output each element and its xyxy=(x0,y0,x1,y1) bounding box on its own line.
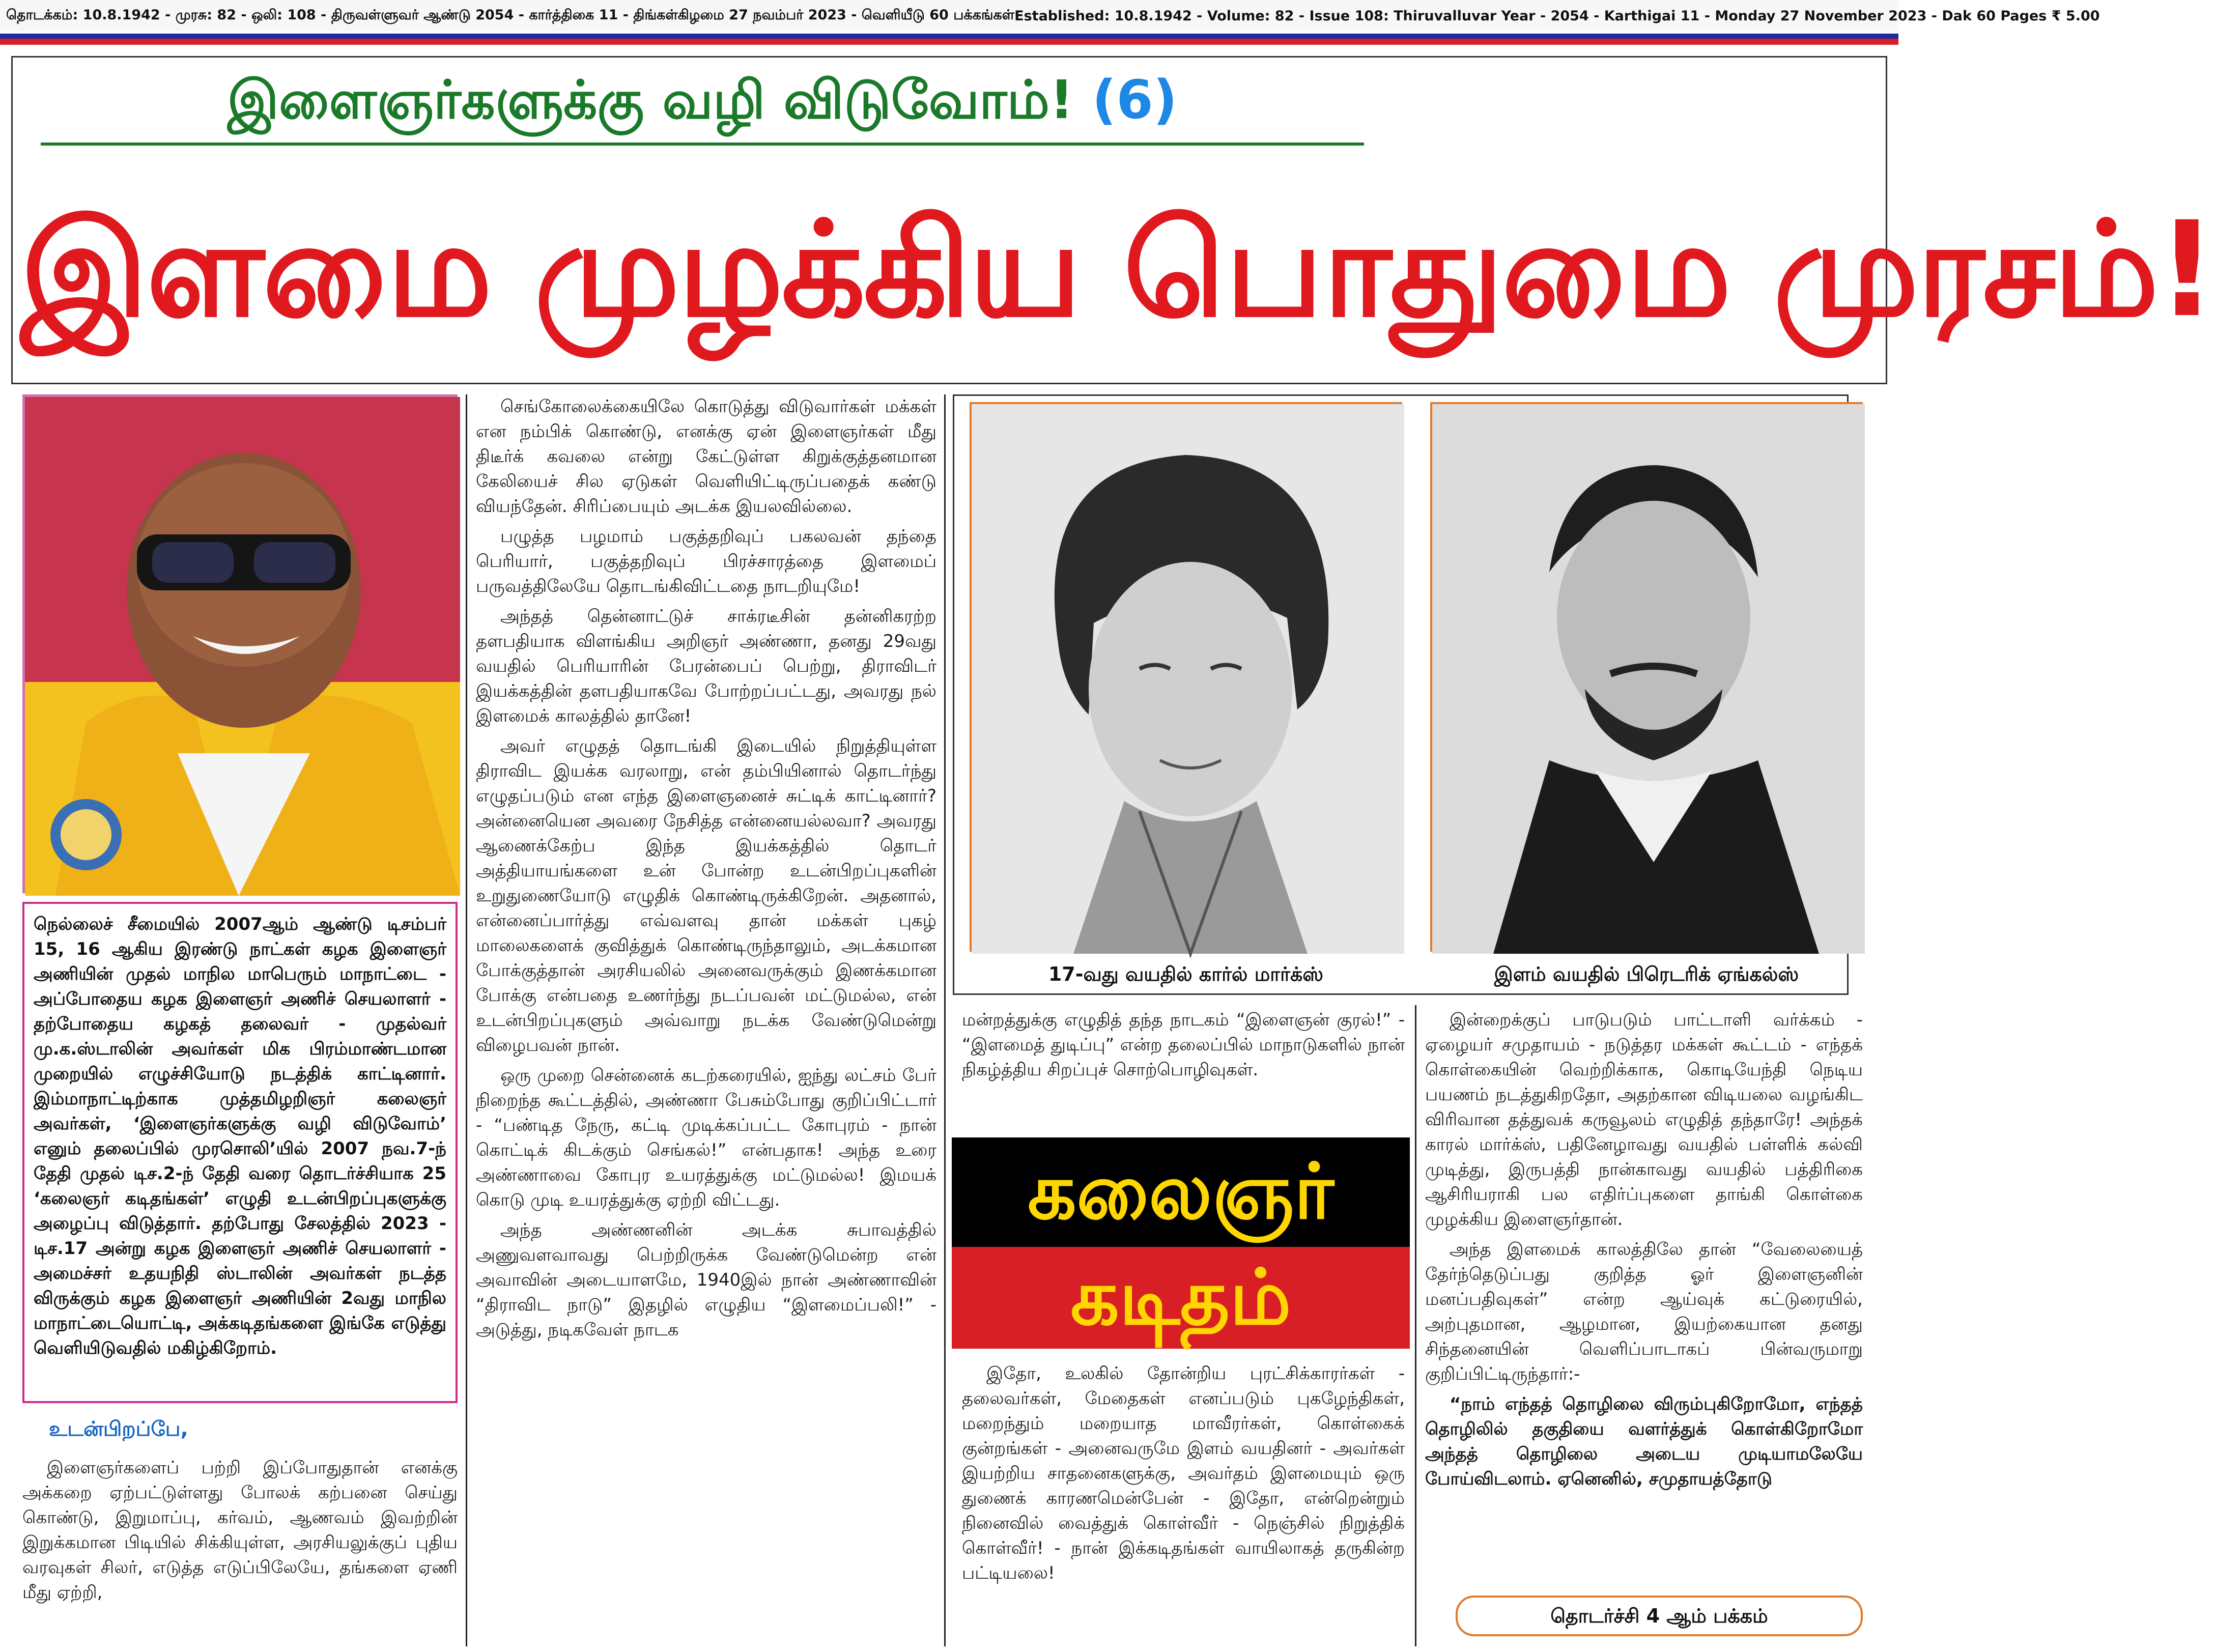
paragraph: அந்தத் தென்னாட்டுச் சாக்ரடீசின் தன்னிகரற்ற தளபதியாக விளங்கிய அறிஞர் அண்ணா, தனது 29வது வயதில் பெரியாரின் பேரன்பைப் பெற்று, திராவிடர் இயக்கத்தின் தளபதியாகவே போற்றப்பட்டது, அவரது நல் இளமைக் காலத்தில் தானே! xyxy=(476,606,936,726)
logo-line-2: கடிதம் xyxy=(952,1247,1410,1349)
engels-photo xyxy=(1430,402,1863,952)
masthead-rule-blue xyxy=(0,34,1898,39)
marx-caption: 17-வது வயதில் கார்ல் மார்க்ஸ் xyxy=(1048,963,1324,985)
engels-portrait xyxy=(1432,404,1865,954)
marx-photo xyxy=(970,402,1402,952)
marx-quote: “நாம் எந்தத் தொழிலை விரும்புகிறோமோ, எந்தத் தொழிலில் தகுதியை வளர்த்துக் கொள்கிறோமோ அந்தத் தொழிலை அடைய முடியாமலேயே போய்விடலாம். ஏனெனில், சமுதாயத்தோடு xyxy=(1425,1394,1863,1489)
column-divider xyxy=(1415,1005,1416,1646)
paragraph: பழுத்த பழமாம் பகுத்தறிவுப் பகலவன் தந்தை பெரியார், பகுத்தறிவுப் பிரச்சாரத்தை இளமைப் பருவத்திலேயே தொடங்கிவிட்டதை நாடறியுமே! xyxy=(476,526,936,596)
masthead-strip xyxy=(0,0,2100,32)
kicker-text: இளைஞர்களுக்கு வழி விடுவோம்! xyxy=(227,69,1092,131)
column-2-text xyxy=(476,394,936,1644)
portrait-illustration xyxy=(25,397,460,896)
column-3-bottom-text xyxy=(962,1361,1405,1646)
masthead-tamil: தொடக்கம்: 10.8.1942 - முரசு: 82 - ஒலி: 108 - திருவள்ளுவர் ஆண்டு 2054 - கார்த்திகை 11 - திங்கள்கிழமை 27 நவம்பர் 2023 - வெளியீடு 60 பக்கங்கள் xyxy=(6,7,1015,23)
main-headline: இளமை முழக்கிய பொதுமை முரசம்! xyxy=(20,193,2215,346)
series-kicker xyxy=(41,69,1364,145)
paragraph: மன்றத்துக்கு எழுதித் தந்த நாடகம் “இளைஞன் குரல்!” - “இளமைத் துடிப்பு” என்ற தலைப்பில் மாநாடுகளில் நான் நிகழ்த்திய சிறப்புச் சொற்பொழிவுகள். xyxy=(962,1010,1405,1080)
kicker-underline xyxy=(41,143,1364,146)
paragraph: ஒரு முறை சென்னைக் கடற்கரையில், ஐந்து லட்சம் பேர் நிறைந்த கூட்டத்தில், அண்ணா பேசும்போது குறிப்பிட்டார் - “பண்டித நேரு, கட்டி முடிக்கப்பட்ட கோபுரம் - நான் கொட்டிக் கிடக்கும் செங்கல்!” என்பதாக! அந்த உரை அண்ணாவை கோபுர உயரத்துக்கு மட்டுமல்ல! இமயக் கொடு முடி உயரத்துக்கு ஏற்றி விட்டது. xyxy=(476,1065,936,1210)
paragraph: அந்த அண்ணனின் அடக்க சுபாவத்தில் அணுவளவாவது பெற்றிருக்க வேண்டுமென்ற என் அவாவின் அடையாளமே, 1940இல் நான் அண்ணாவின் “திராவிட நாடு” இதழில் எழுதிய “இளமைப்பலி!” - அடுத்து, நடிகவேள் நாடக xyxy=(476,1220,936,1340)
logo-line-1: கலைஞர் xyxy=(1028,1148,1334,1236)
paragraph: இதோ, உலகில் தோன்றிய புரட்சிக்காரர்கள் - தலைவர்கள், மேதைகள் எனப்படும் புகழேந்திகள், மறைந்தும் மறையாத மாவீரர்கள், கொள்கைக் குன்றங்கள் - அனைவருமே இளம் வயதினர் - அவர்கள் இயற்றிய சாதனைகளுக்கு, அவர்தம் இளமையும் ஒரு துணைக் காரணமென்பேன் - இதோ, என்றென்றும் நினைவில் வைத்துக் கொள்வீர் - நெஞ்சில் நிறுத்திக் கொள்வீர்! - நான் இக்கடிதங்கள் வாயிலாகத் தருகின்ற பட்டியலை! xyxy=(962,1363,1405,1583)
paragraph: அந்த இளமைக் காலத்திலே தான் “வேலையைத் தேர்ந்தெடுப்பது குறித்த ஓர் இளைஞனின் மனப்பதிவுகள்” என்ற ஆய்வுக் கட்டுரையில், அற்புதமான, ஆழமான, இயற்கையான தனது சிந்தனையின் வெளிப்பாடாகப் பின்வருமாறு குறிப்பிட்டிருந்தார்:- xyxy=(1425,1239,1863,1384)
masthead-rule-red xyxy=(0,39,1898,45)
salutation: உடன்பிறப்பே, xyxy=(49,1417,188,1441)
column-divider xyxy=(944,394,946,1646)
column-divider xyxy=(466,394,467,1646)
engels-caption: இளம் வயதில் பிரெடரிக் ஏங்கல்ஸ் xyxy=(1494,963,1799,985)
kicker-number: (6) xyxy=(1092,69,1178,131)
continued-on-page-4[interactable]: தொடர்ச்சி 4 ஆம் பக்கம் xyxy=(1456,1596,1863,1636)
kalaignar-kaditham-logo xyxy=(952,1137,1410,1349)
paragraph: அவர் எழுதத் தொடங்கி இடையில் நிறுத்தியுள்ள திராவிட இயக்க வரலாறு, என் தம்பியினால் தொடர்ந்து எழுதப்படும் என எந்த இளைஞனைச் சுட்டிக் காட்டினார்? அன்னையென அவரை நேசித்த என்னையல்லவா? அவரது ஆணைக்கேற்ப இந்த இயக்கத்தில் தொடர் அத்தியாயங்களை உன் போன்ற உடன்பிறப்புகளின் உறுதுணையோடு எழுதிக் கொண்டிருக்கிறேன். அதனால், என்னைப்பார்த்து எவ்வளவு தான் மக்கள் புகழ் மாலைகளைக் குவித்துக் கொண்டிருந்தாலும், அடக்கமான போக்குத்தான் அரசியலில் அனைவருக்கும் இணக்கமான போக்கு என்பதை உணர்ந்து நடப்பவன் மட்டுமல்ல, என் உடன்பிறப்புகளும் அவ்வாறு நடக்க வேண்டுமென்று விழைபவன் நான். xyxy=(476,736,936,1056)
column-1-text xyxy=(22,1456,458,1644)
paragraph: செங்கோலைக்கையிலே கொடுத்து விடுவார்கள் மக்கள் என நம்பிக் கொண்டு, எனக்கு ஏன் இளைஞர்கள் மீது திடீர்க் கவலை என்று கேட்டுள்ள கிறுக்குத்தனமான கேலியைச் சில ஏடுகள் வெளியிட்டிருப்பதைக் கண்டு வியந்தேன். சிரிப்பையும் அடக்க இயலவில்லை. xyxy=(476,396,936,517)
marx-sketch xyxy=(972,404,1404,954)
paragraph: இளைஞர்களைப் பற்றி இப்போதுதான் எனக்கு அக்கறை ஏற்பட்டுள்ளது போலக் கற்பனை செய்து கொண்டு, இறுமாப்பு, கர்வம், ஆணவம் இவற்றின் இறுக்கமான பிடியில் சிக்கியுள்ள, அரசியலுக்குப் புதிய வரவுகள் சிலர், எடுத்த எடுப்பிலேயே, தங்களை ஏணி மீது ஏற்றி, xyxy=(22,1458,458,1603)
paragraph: இன்றைக்குப் பாடுபடும் பாட்டாளி வர்க்கம் - ஏழையர் சமுதாயம் - நடுத்தர மக்கள் கூட்டம் - எந்தக் கொள்கையின் வெற்றிக்காக, கொடியேந்தி நெடிய பயணம் நடத்துகிறதோ, அதற்கான விடியலை வழங்கிட விரிவான தத்துவக் கருவூலம் எழுதித் தந்தாரே! அந்தக் காரல் மார்க்ஸ், பதினேழாவது வயதில் பள்ளிக் கல்வி முடித்து, இருபத்தி நான்காவது வயதில் பத்திரிகை ஆசிரியராகி பல எதிர்ப்புகளை தாங்கி கொள்கை முழக்கிய இளைஞர்தான். xyxy=(1425,1010,1863,1230)
column-4-text xyxy=(1425,1008,1863,1590)
portrait-photo xyxy=(22,394,458,893)
masthead-english: Established: 10.8.1942 - Volume: 82 - Issue 108: Thiruvalluvar Year - 2054 - Karthigai 11 - Monday 27 November 2023 - Dak 60 Pages ₹ 5.00 xyxy=(1014,8,2100,24)
intro-note: நெல்லைச் சீமையில் 2007ஆம் ஆண்டு டிசம்பர் 15, 16 ஆகிய இரண்டு நாட்கள் கழக இளைஞர் அணியின் முதல் மாநில மாபெரும் மாநாட்டை - அப்போதைய கழக இளைஞர் அணிச் செயலாளர் - தற்போதைய கழகத் தலைவர் - முதல்வர் மு.க.ஸ்டாலின் அவர்கள் மிக பிரம்மாண்டமான முறையில் எழுச்சியோடு நடத்திக் காட்டினார். இம்மாநாட்டிற்காக முத்தமிழறிஞர் கலைஞர் அவர்கள், ‘இளைஞர்களுக்கு வழி விடுவோம்’ எனும் தலைப்பில் முரசொலி’யில் 2007 நவ.7-ந் தேதி முதல் டிச.2-ந் தேதி வரை தொடர்ச்சியாக 25 ‘கலைஞர் கடிதங்கள்’ எழுதி உடன்பிறப்புகளுக்கு அழைப்பு விடுத்தார். தற்போது சேலத்தில் 2023 - டிச.17 அன்று கழக இளைஞர் அணிச் செயலாளர் - அமைச்சர் உதயநிதி ஸ்டாலின் அவர்கள் நடத்த விருக்கும் கழக இளைஞர் அணியின் 2வது மாநில மாநாட்டையொட்டி, அக்கடிதங்களை இங்கே எடுத்து வெளியிடுவதில் மகிழ்கிறோம். xyxy=(22,902,458,1403)
column-3-top-text xyxy=(962,1008,1405,1130)
